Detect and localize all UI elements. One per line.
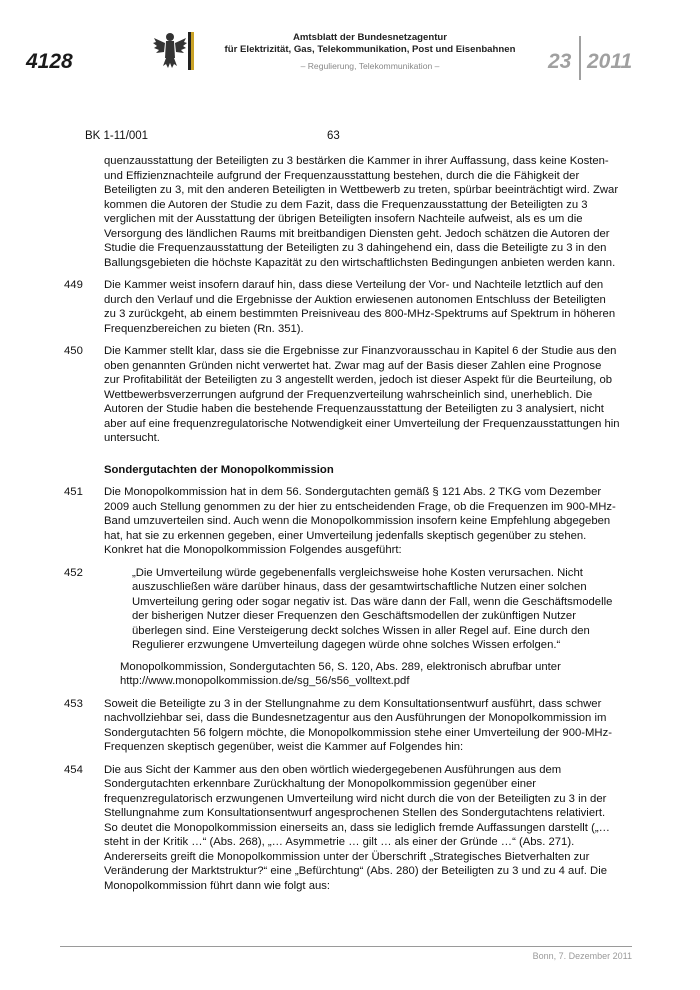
paragraph-number: 450 — [64, 345, 83, 357]
journal-subtitle: – Regulierung, Telekommunikation – — [300, 61, 440, 71]
paragraph-453 — [60, 697, 620, 755]
paragraph-text: Die Monopolkommission hat in dem 56. Sondergutachten gemäß § 121 Abs. 2 TKG vom Dezember 2009 auch Stellung genommen zu der hier zu entscheidenden Frage, ob die Frequenzen im 900-MHz-Band umzuverteilen sind. Auch wenn die Monopolkommission insofern keine Empfehlung abgegeben hat, hat sie zu erkennen gegeben, einer Umverteilung jedenfalls skeptisch gegenüber zu stehen. Konkret hat die Monopolkommission Folgendes ausgeführt: — [104, 486, 616, 556]
paragraph-text: quenzausstattung der Beteiligten zu 3 bestärken die Kammer in ihrer Auffassung, dass keine Kosten- und Effizienznachteile aufgrund der Frequenzausstattung bestehen, durch die die Fähigkeit der Beteiligten zu 3, mit den anderen Beteiligten in Wettbewerb zu treten, spürbar beeinträchtigt wird. Zwar kommen die Autoren der Studie zu dem Fazit, dass die Frequenzausstattung der Beteiligten zu 3 verglichen mit der Ausstattung der übrigen Beteiligten insofern Nachteile aufweist, als es um die Versorgung des ländlichen Raums mit breitbandigen Diensten geht. Jedoch schätzen die Autoren der Studie die Frequenzausstattung der Beteiligten zu 3 dahingehend ein, dass die Beteiligte zu 3 in den Ballungsgebieten die höchste Kapazität zu den wirtschaftlichsten Bedingungen anbieten werden kann. — [104, 155, 619, 269]
journal-title-line1: Amtsblatt der Bundesnetzagentur — [292, 32, 448, 43]
paragraph-text: Soweit die Beteiligte zu 3 in der Stellungnahme zu dem Konsultationsentwurf ausführt, dass schwer nachvollziehbar sei, dass die Bundesnetzagentur aus den Ausführungen der Monopolkommission im Sondergutachten 56 folgern möchte, die Monopolkommission stehe einer Umverteilung der 900-MHz-Frequenzen skeptisch gegenüber, weist die Kammer auf Folgendes hin: — [104, 697, 612, 753]
paragraph-number: 451 — [64, 486, 83, 498]
journal-title-line2: für Elektrizität, Gas, Telekommunikation, Post und Eisenbahnen — [224, 44, 516, 55]
paragraph-number: 454 — [64, 763, 83, 776]
issue-divider — [579, 36, 581, 80]
paragraph-number: 449 — [64, 279, 83, 291]
document-page: 63 — [327, 130, 340, 142]
paragraph-452 — [60, 566, 620, 689]
block-quote: „Die Umverteilung würde gegebenenfalls vergleichsweise hohe Kosten verursachen. Nicht auszuschließen wäre darüber hinaus, dass der gesamtwirtschaftliche Nutzen einer solchen Umverteilung gering oder sogar negativ ist. Das wäre dann der Fall, wenn die Geschäftsmodelle der bisherigen Nutzer dieser Frequenzen den Geschäftsmodellen der zukünftigen Nutzer überlegen sind. Eine Versteigerung deckt solches Wissen in aller Regel auf. Eine durch den Regulierer erzwungene Umverteilung dagegen würde ohne solches Wissen erfolgen.“ — [132, 566, 613, 651]
document-reference: BK 1-11/001 — [85, 130, 149, 142]
paragraph-454 — [60, 763, 620, 894]
section-heading: Sondergutachten der Monopolkommission — [104, 463, 334, 476]
footer-date: Bonn, 7. Dezember 2011 — [532, 951, 632, 961]
paragraph-text: Die Kammer weist insofern darauf hin, dass diese Verteilung der Vor- und Nachteile letztlich auf den durch den Verlauf und die Ergebnisse der Auktion erwiesenen autonomen Entschluss der Beteiligten zu 3 zurückgeht, ab einem bestimmten Preisniveau des 800-MHz-Spektrums auf Spektrum in höheren Frequenzbereichen zu bieten (Rn. 351). — [104, 279, 616, 335]
paragraph-number: 453 — [64, 697, 83, 710]
paragraph-continued — [60, 154, 620, 270]
issue-year: 2011 — [587, 50, 633, 73]
paragraph-text: Die Kammer stellt klar, dass sie die Ergebnisse zur Finanzvorausschau in Kapitel 6 der Studie aus den oben genannten Gründen nicht verwertet hat. Zwar mag auf der Basis dieser Zahlen eine Prognose zur Profitabilität der Beteiligten zu 3 angestellt werden, jedoch ist dieser Aspekt für die Beurteilung, ob Wettbewerbsverzerrungen aufgrund der Frequenzverteilung wahrscheinlich sind, unerheblich. Die Autoren der Studie haben die bestehende Frequenzausstattung der Beteiligten zu 3 analysiert, nicht aber auf eine frequenzregulatorische Notwendigkeit einer Umverteilung der Frequenzausstattungen hin untersucht. — [104, 345, 620, 444]
footer-divider — [60, 946, 632, 947]
paragraph-451 — [60, 485, 620, 558]
page-number: 4128 — [26, 50, 73, 73]
journal-title — [200, 32, 540, 56]
paragraph-number: 452 — [64, 566, 83, 579]
paragraph-450 — [60, 344, 620, 446]
paragraph-449 — [60, 278, 620, 336]
paragraph-text: Die aus Sicht der Kammer aus den oben wörtlich wiedergegebenen Ausführungen aus dem Sondergutachten erkennbare Zurückhaltung der Monopolkommission gegenüber einer frequenzregulatorisch erzwungenen Umverteilung wird nicht durch die von der Beteiligten zu 3 in der Stellungnahme zum Konsultationsentwurf angesprochenen Stellen des Sondergutachtens relativiert. So deutet die Monopolkommission einerseits an, dass sie lediglich fremde Auffassungen darstellt („… steht in der Kritik …“ (Abs. 268), „… Asymmetrie … gilt … als einer der Gründe …“ (Abs. 271). Andererseits greift die Monopolkommission unter der Überschrift „Strategisches Bietverhalten zur Veränderung der Marktstruktur?“ eine „Befürchtung“ (Abs. 280) der Beteiligten zu 3 und zu 4 auf. Die Monopolkommission führt dann wie folgt aus: — [104, 763, 610, 892]
document-body — [60, 154, 620, 901]
issue-number: 23 — [548, 50, 572, 73]
flag-bar-gold — [191, 32, 194, 70]
quote-source: Monopolkommission, Sondergutachten 56, S. 120, Abs. 289, elektronisch abrufbar unter http://www.monopolkommission.de/sg_56/s56_volltext.pdf — [120, 660, 561, 687]
federal-eagle-icon — [152, 30, 188, 70]
